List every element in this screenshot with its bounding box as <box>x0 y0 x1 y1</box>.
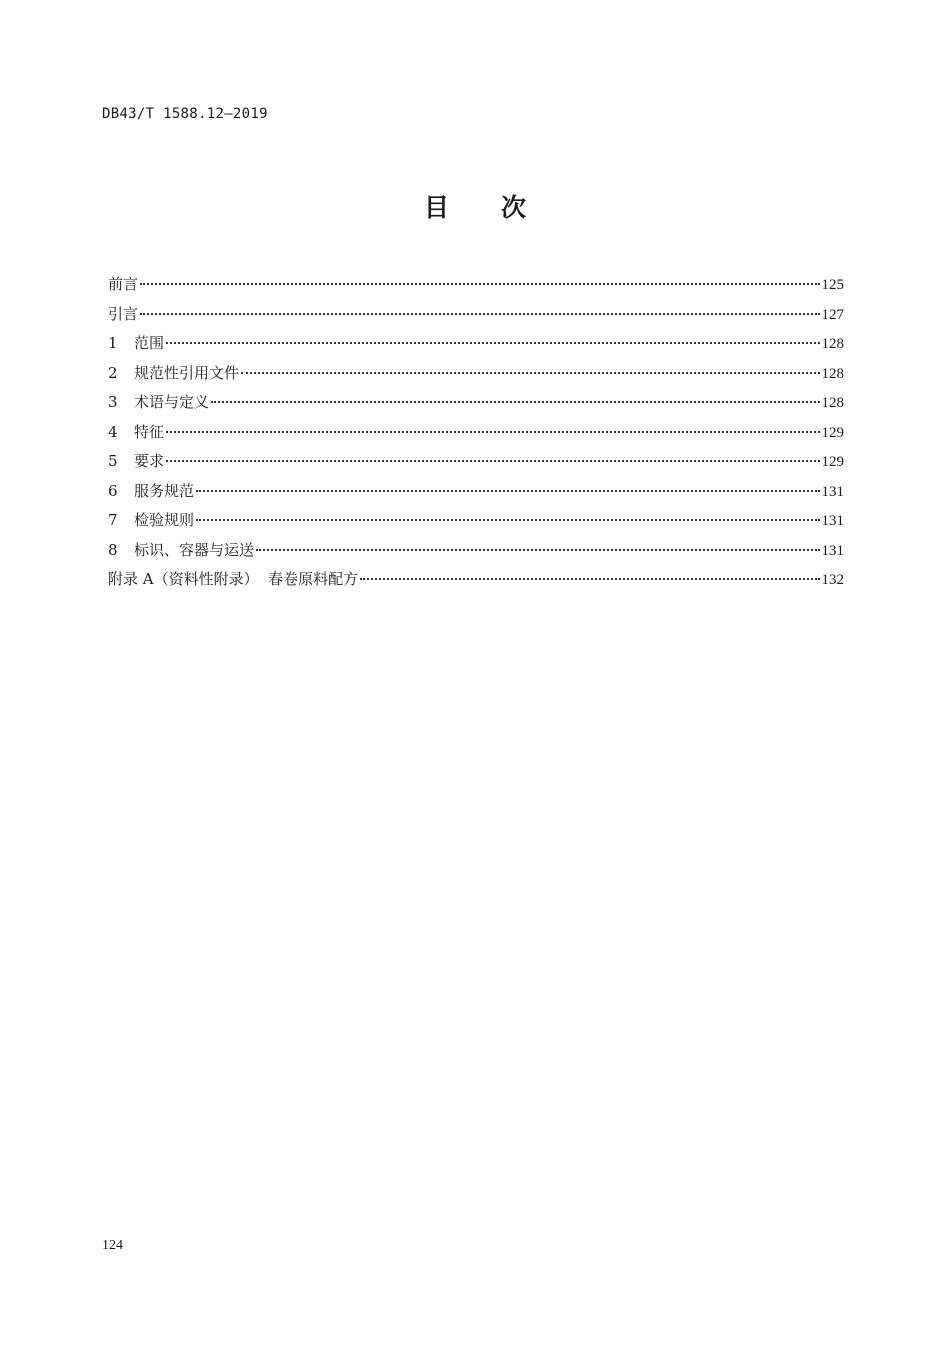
toc-entry-text: 要求 <box>134 452 165 470</box>
toc-entry-page: 129 <box>821 454 844 470</box>
toc-entry-number: 7 <box>108 511 118 529</box>
toc-entry-5[interactable] <box>108 450 844 480</box>
toc-entry-6[interactable] <box>108 480 844 510</box>
toc-entry-number: 2 <box>108 363 118 382</box>
toc-entry-number: 4 <box>108 422 118 441</box>
toc-entry-3[interactable] <box>108 391 844 421</box>
toc-entry-number: 3 <box>108 393 118 411</box>
toc-entry-page: 128 <box>821 395 844 411</box>
toc-entry-8[interactable] <box>108 539 844 569</box>
toc-entry-4[interactable] <box>108 421 844 451</box>
toc-entry-2[interactable] <box>108 362 844 392</box>
toc-dot-leader <box>166 342 819 344</box>
toc-dot-leader <box>256 549 819 551</box>
toc-entry-text: 范围 <box>134 334 165 352</box>
toc-dot-leader <box>166 460 819 462</box>
toc-entry-number: 5 <box>108 452 118 470</box>
toc-dot-leader <box>140 283 819 285</box>
toc-entry-text: 特征 <box>134 422 165 441</box>
toc-entry-page: 129 <box>821 424 844 441</box>
toc-entry-appendix-a[interactable] <box>108 568 844 598</box>
toc-dot-leader <box>196 490 819 492</box>
toc-entry-page: 127 <box>821 306 844 323</box>
toc-entry-text: 前言 <box>108 275 139 293</box>
toc-entry-number: 8 <box>108 540 118 559</box>
toc-entry-text: 检验规则 <box>134 511 195 529</box>
toc-entry-text: 服务规范 <box>134 481 195 500</box>
toc-entry-page: 128 <box>821 336 844 352</box>
toc-entry-text: 附录 A（资料性附录） 春卷原料配方 <box>108 570 359 588</box>
standard-code: DB43/T 1588.12—2019 <box>102 106 268 122</box>
toc-entry-number: 1 <box>108 334 118 352</box>
toc-dot-leader <box>140 313 819 315</box>
table-of-contents <box>108 273 844 598</box>
toc-entry-page: 131 <box>821 483 844 500</box>
toc-entry-number: 6 <box>108 481 118 500</box>
toc-entry-text: 引言 <box>108 304 139 323</box>
toc-entry-text: 术语与定义 <box>134 393 210 411</box>
page-number: 124 <box>102 1238 123 1253</box>
toc-entry-page: 132 <box>821 572 844 588</box>
toc-dot-leader <box>241 372 819 374</box>
toc-dot-leader <box>211 401 819 403</box>
toc-dot-leader <box>196 519 819 521</box>
toc-entry-page: 128 <box>821 365 844 382</box>
toc-entry-foreword[interactable] <box>108 273 844 303</box>
toc-entry-7[interactable] <box>108 509 844 539</box>
title-char-1: 目 <box>423 193 449 222</box>
toc-dot-leader <box>360 578 819 580</box>
toc-entry-page: 125 <box>821 277 844 293</box>
toc-entry-page: 131 <box>821 542 844 559</box>
toc-entry-text: 标识、容器与运送 <box>134 540 255 559</box>
title-char-2: 次 <box>501 193 527 222</box>
toc-entry-1[interactable] <box>108 332 844 362</box>
toc-entry-text: 规范性引用文件 <box>134 363 240 382</box>
toc-entry-introduction[interactable] <box>108 303 844 333</box>
toc-dot-leader <box>166 431 819 433</box>
page-title <box>0 188 950 224</box>
toc-entry-page: 131 <box>821 513 844 529</box>
